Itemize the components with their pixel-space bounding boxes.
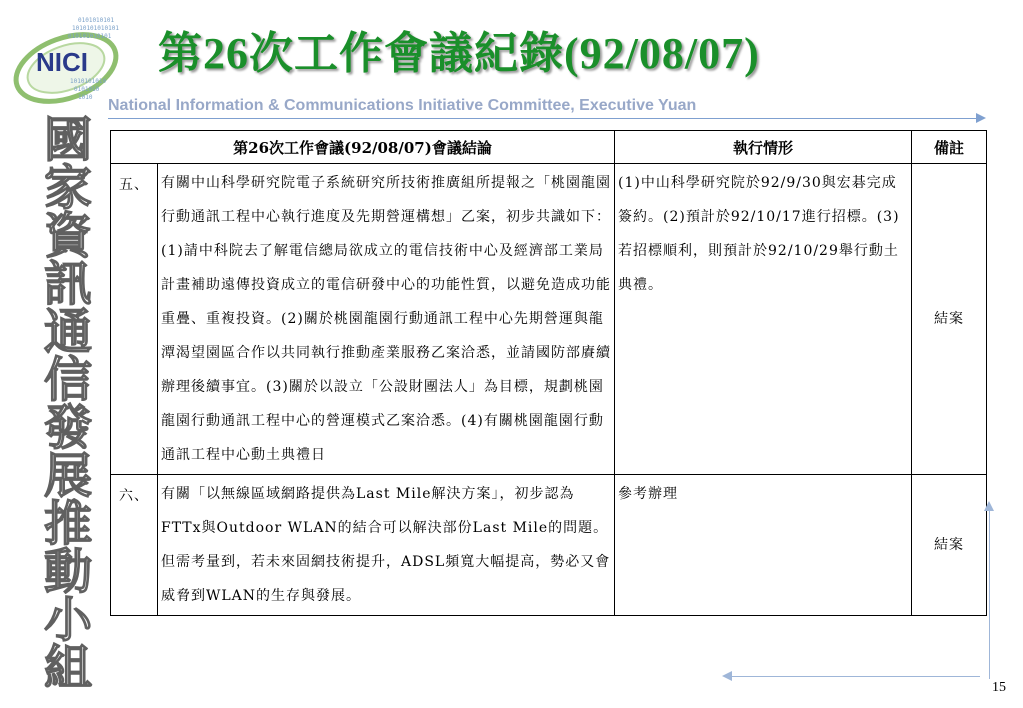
vertical-char: 國 [43,112,92,168]
svg-text:0101010101: 0101010101 [78,17,115,24]
table-header-row [111,131,987,164]
vertical-char: 信 [43,352,92,408]
vertical-char: 家 [43,160,92,216]
vertical-char: 訊 [43,256,92,312]
right-decor-line [989,509,990,679]
row-execution: 參考辦理 [615,475,912,616]
row-note: 結案 [912,164,987,475]
vertical-char: 通 [43,304,92,360]
bottom-decor-line [730,676,980,677]
vertical-org-title [38,112,98,696]
row-execution: (1)中山科學研究院於92/9/30與宏碁完成簽約。(2)預計於92/10/17進行招標。(3)若招標順利，則預計於92/10/29舉行動土典禮。 [615,164,912,475]
vertical-char: 展 [43,448,92,504]
svg-text:NICI: NICI [36,47,88,77]
table-row [111,475,987,616]
row-number: 六、 [111,475,158,616]
vertical-char: 動 [43,544,92,600]
nici-logo-graphic [8,8,138,108]
row-number: 五、 [111,164,158,475]
header-conclusion: 第26次工作會議(92/08/07)會議結論 [111,131,615,164]
vertical-char: 小 [43,592,92,648]
nici-logo [8,8,138,108]
row-conclusion: 有關「以無線區域網路提供為Last Mile解決方案」，初步認為FTTx與Outdoor WLAN的結合可以解決部份Last Mile的問題。但需考量到，若未來固網技術提升，ADSL頻寬大幅提高，勢必又會威脅到WLAN的生存與發展。 [158,475,615,616]
arrow-left-icon [722,671,732,681]
meeting-table-container [110,130,986,616]
table-row [111,164,987,475]
svg-text:0101010: 0101010 [74,86,100,93]
page-title: 第26次工作會議紀錄(92/08/07) [158,29,760,78]
page-subtitle: National Information & Communications Initiative Committee, Executive Yuan [108,97,697,114]
row-note: 結案 [912,475,987,616]
header-note: 備註 [912,131,987,164]
meeting-table [110,130,987,616]
vertical-char: 推 [43,496,92,552]
vertical-char: 資 [43,208,92,264]
row-conclusion: 有關中山科學研究院電子系統研究所技術推廣組所提報之「桃園龍園行動通訊工程中心執行進度及先期營運構想」乙案，初步共識如下：(1)請中科院去了解電信總局欲成立的電信技術中心及經濟部工業局計畫補助遠傳投資成立的電信研發中心的功能性質，以避免造成功能重疊、重複投資。(2)關於桃園龍園行動通訊工程中心先期營運與龍潭渴望園區合作以共同執行推動產業服務乙案洽悉，並請國防部賡續辦理後續事宜。(3)關於以設立「公設財團法人」為目標，規劃桃園龍園行動通訊工程中心的營運模式乙案洽悉。(4)有關桃園龍園行動通訊工程中心動土典禮日 [158,164,615,475]
arrow-right-icon [976,113,986,123]
vertical-char: 發 [43,400,92,456]
svg-text:1010: 1010 [78,94,93,101]
header-divider [108,118,978,119]
svg-text:010101010101: 010101010101 [68,33,112,40]
svg-text:1010101010101: 1010101010101 [72,25,119,32]
vertical-char: 組 [43,640,92,696]
svg-text:1010101010: 1010101010 [70,78,107,85]
header-execution: 執行情形 [615,131,912,164]
page-number: 15 [992,680,1006,695]
